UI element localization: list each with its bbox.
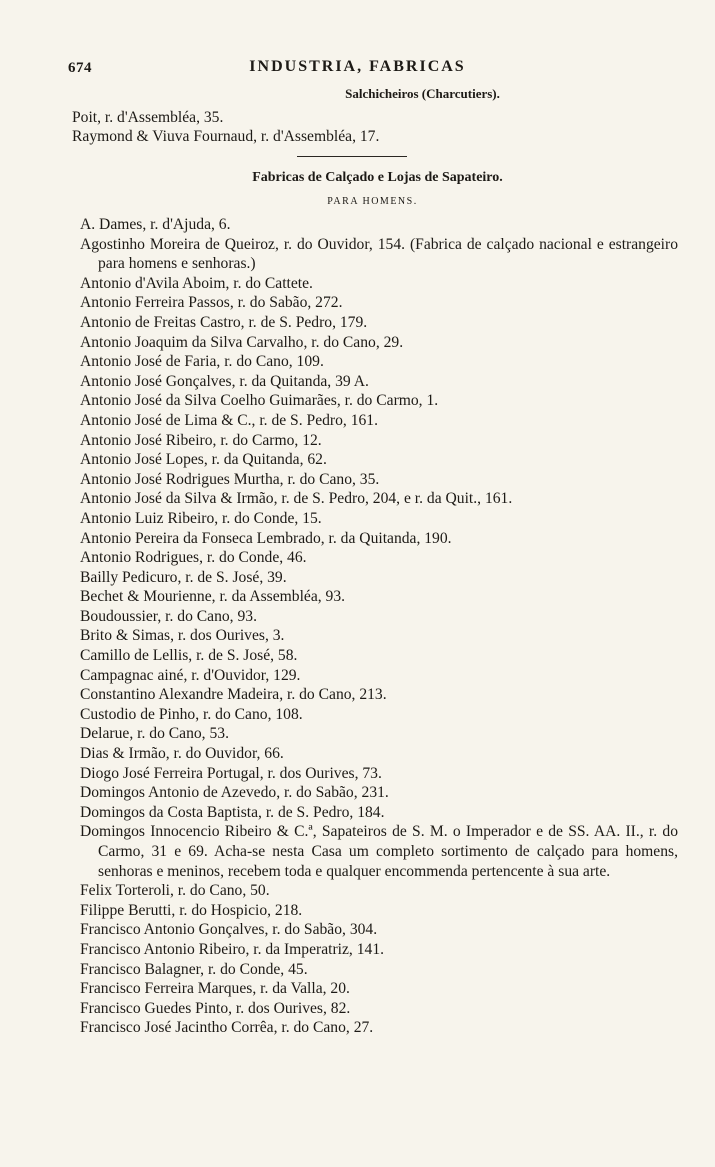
list-item: Custodio de Pinho, r. do Cano, 108. xyxy=(80,705,303,723)
list-item: Francisco Guedes Pinto, r. dos Ourives, 82. xyxy=(80,999,351,1017)
list-item: Antonio Luiz Ribeiro, r. do Conde, 15. xyxy=(80,509,322,527)
list-item: Francisco Balagner, r. do Conde, 45. xyxy=(80,960,308,978)
list-item: Constantino Alexandre Madeira, r. do Cano, 213. xyxy=(80,686,387,704)
list-item: Antonio José da Silva Coelho Guimarães, r. do Carmo, 1. xyxy=(80,392,439,410)
section-title: Fabricas de Calçado e Lojas de Sapateiro. xyxy=(252,170,503,185)
list-item: Antonio Pereira da Fonseca Lembrado, r. da Quitanda, 190. xyxy=(80,529,452,547)
list-item: Antonio José de Lima & C., r. de S. Pedro, 161. xyxy=(80,411,378,429)
list-item: Antonio d'Avila Aboim, r. do Cattete. xyxy=(80,274,313,292)
list-item: A. Dames, r. d'Ajuda, 6. xyxy=(80,216,231,233)
running-title: INDUSTRIA, FABRICAS xyxy=(249,58,466,75)
list-item: Campagnac ainé, r. d'Ouvidor, 129. xyxy=(80,666,301,684)
entry-list xyxy=(80,215,680,1038)
list-item: Bechet & Mourienne, r. da Assembléa, 93. xyxy=(80,588,346,606)
list-item: Antonio José Ribeiro, r. do Carmo, 12. xyxy=(80,431,322,449)
list-item: Delarue, r. do Cano, 53. xyxy=(80,725,229,743)
list-item: Poit, r. d'Assembléa, 35. xyxy=(72,109,224,126)
list-item: Filippe Berutti, r. do Hospicio, 218. xyxy=(80,901,303,919)
list-item: Domingos da Costa Baptista, r. de S. Pedro, 184. xyxy=(80,803,385,821)
list-item: Antonio Joaquim da Silva Carvalho, r. do Cano, 29. xyxy=(80,333,404,351)
list-item: Francisco Antonio Gonçalves, r. do Sabão, 304. xyxy=(80,921,378,939)
list-item: Antonio José da Silva & Irmão, r. de S. Pedro, 204, e r. da Quit., 161. xyxy=(80,490,513,508)
section-subtitle: PARA HOMENS. xyxy=(327,196,418,207)
list-item: Francisco Ferreira Marques, r. da Valla, 20. xyxy=(80,980,350,998)
list-item: Domingos Innocencio Ribeiro & C.ª, Sapateiros de S. M. o Imperador e de SS. AA. II., r. do Carmo, 31 e 69. Acha-se nesta Casa um completo sortimento de calçado para homens, senhoras e meninos, recebem toda e qualquer encommenda pertencente à sua arte. xyxy=(80,823,678,880)
list-item: Antonio José Rodrigues Murtha, r. do Cano, 35. xyxy=(80,470,380,488)
list-item: Agostinho Moreira de Queiroz, r. do Ouvidor, 154. (Fabrica de calçado nacional e estrangeiro para homens e senhoras.) xyxy=(80,235,678,273)
list-item: Boudoussier, r. do Cano, 93. xyxy=(80,607,257,625)
list-item: Francisco Antonio Ribeiro, r. da Imperatriz, 141. xyxy=(80,940,385,958)
list-item: Antonio José de Faria, r. do Cano, 109. xyxy=(80,353,324,371)
section-divider xyxy=(297,156,407,157)
list-item: Antonio José Gonçalves, r. da Quitanda, 39 A. xyxy=(80,372,369,390)
list-item: Francisco José Jacintho Corrêa, r. do Cano, 27. xyxy=(80,1019,374,1037)
list-item: Antonio Rodrigues, r. do Conde, 46. xyxy=(80,549,307,567)
previous-section-title: Salchicheiros (Charcutiers). xyxy=(345,86,500,101)
list-item: Raymond & Viuva Fournaud, r. d'Assembléa, 17. xyxy=(72,128,380,146)
list-item: Camillo de Lellis, r. de S. José, 58. xyxy=(80,647,298,665)
previous-section-list xyxy=(72,108,672,146)
list-item: Dias & Irmão, r. do Ouvidor, 66. xyxy=(80,745,284,763)
list-item: Domingos Antonio de Azevedo, r. do Sabão, 231. xyxy=(80,784,389,802)
list-item: Antonio Ferreira Passos, r. do Sabão, 272. xyxy=(80,294,343,312)
list-item: Felix Torteroli, r. do Cano, 50. xyxy=(80,882,270,900)
list-item: Antonio José Lopes, r. da Quitanda, 62. xyxy=(80,451,327,469)
list-item: Bailly Pedicuro, r. de S. José, 39. xyxy=(80,568,287,586)
page-number: 674 xyxy=(68,60,92,76)
list-item: Brito & Simas, r. dos Ourives, 3. xyxy=(80,627,285,645)
list-item: Diogo José Ferreira Portugal, r. dos Ourives, 73. xyxy=(80,764,382,782)
list-item: Antonio de Freitas Castro, r. de S. Pedro, 179. xyxy=(80,313,368,331)
